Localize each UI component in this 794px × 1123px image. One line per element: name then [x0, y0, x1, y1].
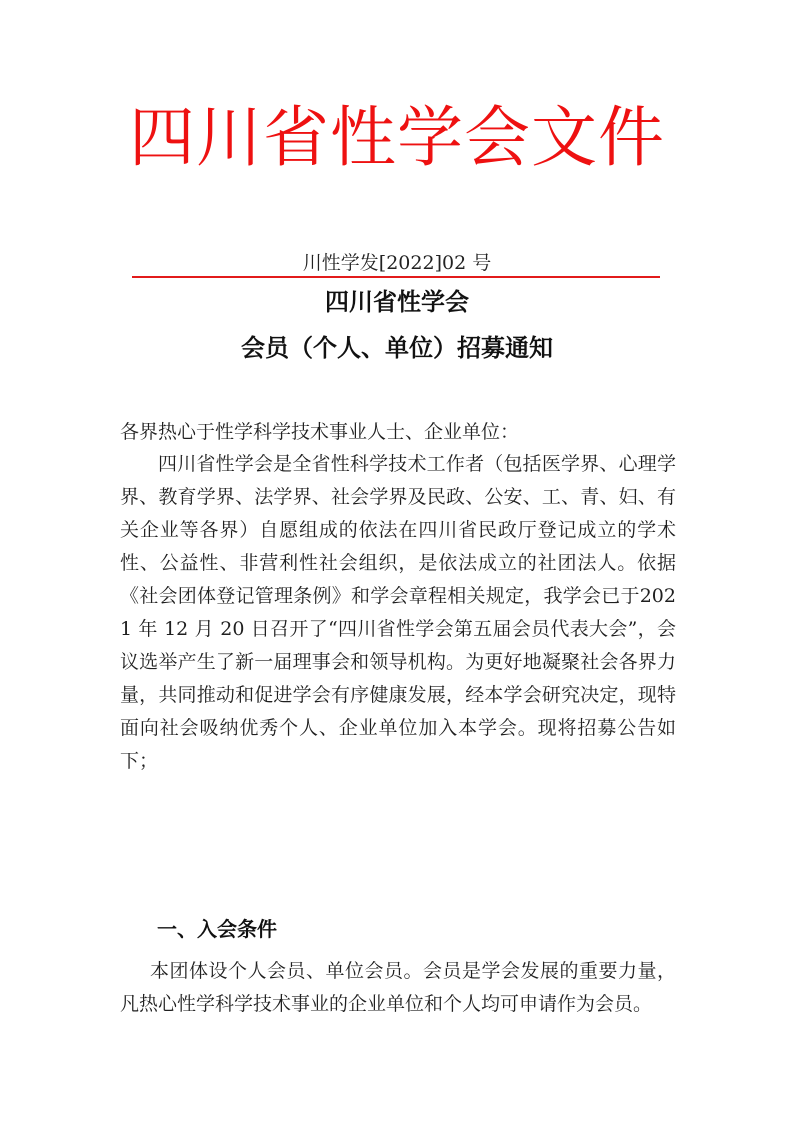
intro-paragraph: 四川省性学会是全省性科学技术工作者（包括医学界、心理学界、教育学界、法学界、社会学界及民政、公安、工、青、妇、有关企业等各界）自愿组成的依法在四川省民政厅登记成立的学术性、公益性、非营利性社会组织，是依法成立的社团法人。依据《社会团体登记管理条例》和学会章程相关规定，我学会已于2021 年 12 月 20 日召开了“四川省性学会第五届会员代表大会”，会议选举产生了新一届理事会和领导机构。为更好地凝聚社会各界力量，共同推动和促进学会有序健康发展，经本学会研究决定，现特面向社会吸纳优秀个人、企业单位加入本学会。现将招募公告如下； — [120, 453, 676, 772]
document-number: 川性学发[2022]02 号 — [302, 252, 492, 274]
section-heading-membership-conditions: 一、入会条件 — [157, 917, 277, 941]
greeting-paragraph: 各界热心于性学科学技术事业人士、企业单位： — [120, 421, 520, 443]
membership-conditions-paragraph: 本团体设个人会员、单位会员。会员是学会发展的重要力量，凡热心性学科学技术事业的企业单位和个人均可申请作为会员。 — [120, 960, 676, 1015]
header-divider — [132, 276, 660, 278]
notice-title-subject: 会员（个人、单位）招募通知 — [241, 334, 553, 362]
document-header-title: 四川省性学会文件 — [129, 99, 665, 176]
notice-title-organization: 四川省性学会 — [325, 288, 469, 316]
